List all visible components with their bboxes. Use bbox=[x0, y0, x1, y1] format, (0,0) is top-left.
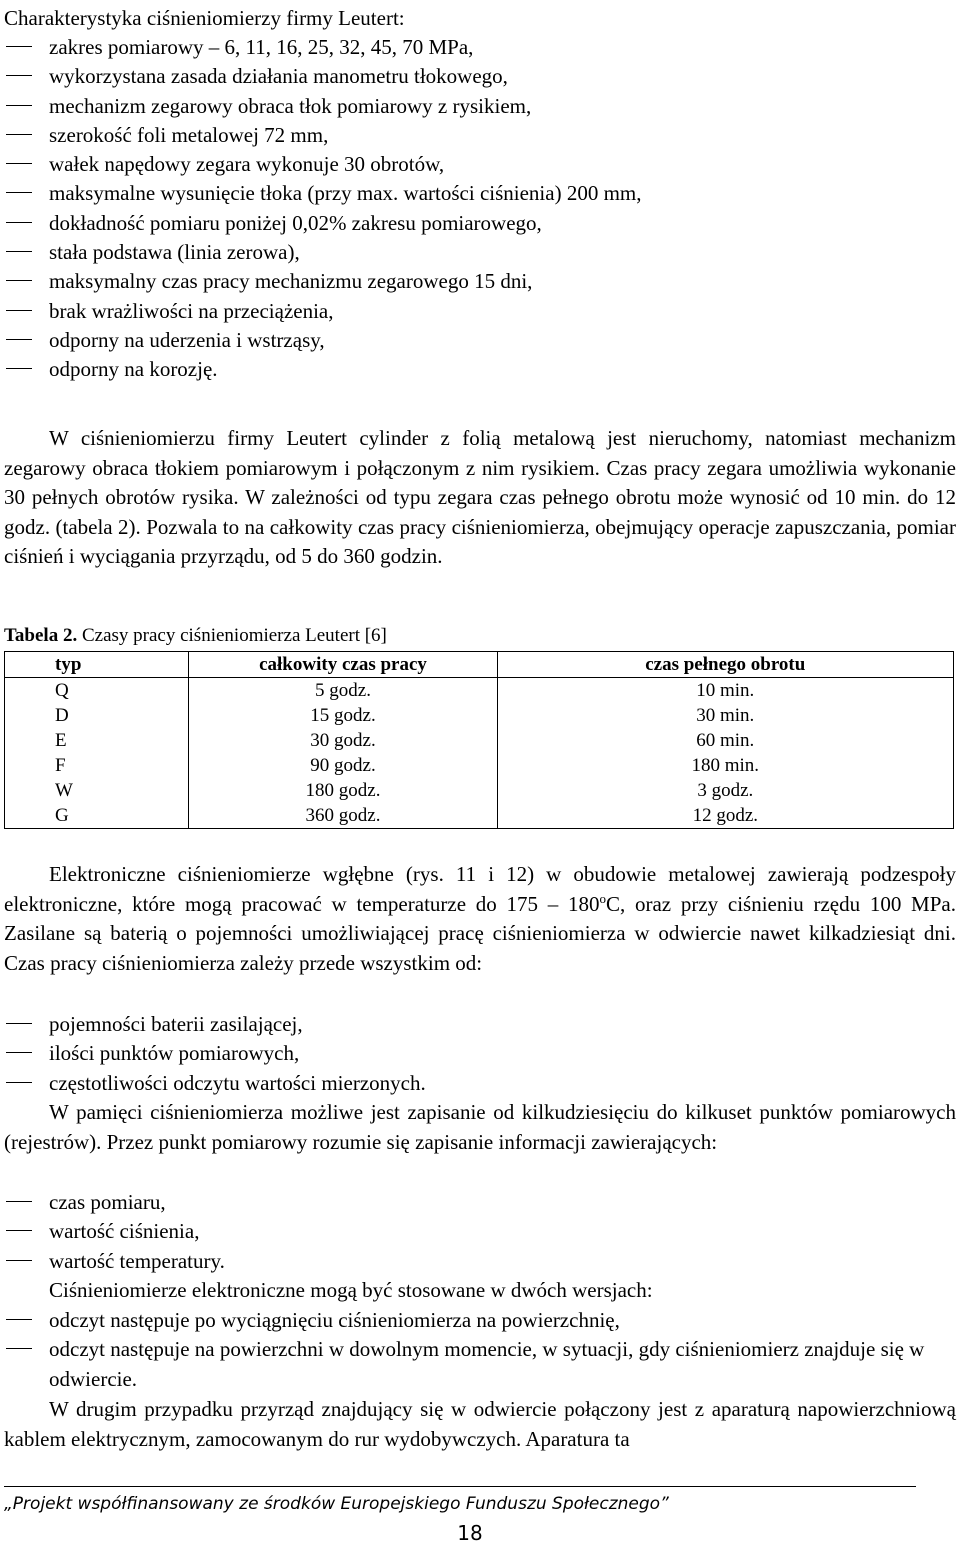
list-item: wałek napędowy zegara wykonuje 30 obrotów, bbox=[4, 150, 956, 179]
cell-total-time: 360 godz. bbox=[189, 803, 497, 829]
cell-total-time: 30 godz. bbox=[189, 728, 497, 753]
cell-type: W bbox=[5, 778, 189, 803]
degree-superscript: o bbox=[599, 890, 606, 906]
list-item: wykorzystana zasada działania manometru tłokowego, bbox=[4, 62, 956, 91]
table-row bbox=[5, 803, 954, 829]
table-row bbox=[5, 728, 954, 753]
cell-total-time: 180 godz. bbox=[189, 778, 497, 803]
footer-divider bbox=[4, 1486, 916, 1487]
dash-bullet bbox=[6, 1082, 32, 1083]
versions-list bbox=[4, 1306, 956, 1394]
record-content-list bbox=[4, 1188, 956, 1276]
cell-rotation-time: 10 min. bbox=[497, 678, 953, 704]
list-item: maksymalne wysunięcie tłoka (przy max. wartości ciśnienia) 200 mm, bbox=[4, 179, 956, 208]
dash-bullet bbox=[6, 163, 32, 164]
cell-total-time: 90 godz. bbox=[189, 753, 497, 778]
cell-total-time: 15 godz. bbox=[189, 703, 497, 728]
table-caption bbox=[4, 624, 387, 648]
battery-factors-list bbox=[4, 1010, 956, 1098]
dash-bullet bbox=[6, 1230, 32, 1231]
header-total-time: całkowity czas pracy bbox=[189, 652, 497, 678]
table-row bbox=[5, 678, 954, 704]
list-item: odporny na korozję. bbox=[4, 355, 956, 384]
dash-bullet bbox=[6, 46, 32, 47]
dash-bullet bbox=[6, 1023, 32, 1024]
list-item: ilości punktów pomiarowych, bbox=[4, 1039, 956, 1068]
cell-rotation-time: 3 godz. bbox=[497, 778, 953, 803]
dash-bullet bbox=[6, 192, 32, 193]
footer-text: „Projekt współfinansowany ze środków Europejskiego Funduszu Społecznego” bbox=[4, 1494, 669, 1514]
cell-total-time: 5 godz. bbox=[189, 678, 497, 704]
paragraph-memory: W pamięci ciśnieniomierza możliwe jest zapisanie od kilkudziesięciu do kilkuset punktów pomiarowych (rejestrów). Przez punkt pomiarowy rozumie się zapisanie informacji zawierających: bbox=[4, 1100, 956, 1154]
cell-type: Q bbox=[5, 678, 189, 704]
page-number: 18 bbox=[457, 1521, 483, 1545]
cell-rotation-time: 12 godz. bbox=[497, 803, 953, 829]
cell-type: F bbox=[5, 753, 189, 778]
list-item: odporny na uderzenia i wstrząsy, bbox=[4, 326, 956, 355]
list-item: dokładność pomiaru poniżej 0,02% zakresu pomiarowego, bbox=[4, 209, 956, 238]
list-item: odczyt następuje na powierzchni w dowolnym momencie, w sytuacji, gdy ciśnieniomierz znajduje się w odwiercie. bbox=[4, 1335, 956, 1394]
table-row bbox=[5, 703, 954, 728]
header-rotation-time: czas pełnego obrotu bbox=[497, 652, 953, 678]
dash-bullet bbox=[6, 134, 32, 135]
dash-bullet bbox=[6, 105, 32, 106]
list-item: pojemności baterii zasilającej, bbox=[4, 1010, 956, 1039]
dash-bullet bbox=[6, 1201, 32, 1202]
characteristics-list bbox=[4, 33, 956, 385]
dash-bullet bbox=[6, 339, 32, 340]
cell-rotation-time: 180 min. bbox=[497, 753, 953, 778]
dash-bullet bbox=[6, 1260, 32, 1261]
list-item: wartość temperatury. bbox=[4, 1247, 956, 1276]
section-heading: Charakterystyka ciśnieniomierzy firmy Leutert: bbox=[4, 6, 405, 30]
dash-bullet bbox=[6, 368, 32, 369]
dash-bullet bbox=[6, 251, 32, 252]
table-caption-text: Czasy pracy ciśnieniomierza Leutert [6] bbox=[77, 625, 387, 646]
list-item: brak wrażliwości na przeciążenia, bbox=[4, 297, 956, 326]
list-item: wartość ciśnienia, bbox=[4, 1217, 956, 1246]
dash-bullet bbox=[6, 310, 32, 311]
cell-rotation-time: 60 min. bbox=[497, 728, 953, 753]
table-caption-label: Tabela 2. bbox=[4, 625, 78, 646]
paragraph-second-case: W drugim przypadku przyrząd znajdujący się w odwiercie połączony jest z aparaturą napowierzchniową kablem elektrycznym, zamocowanym do rur wydobywczych. Aparatura ta bbox=[4, 1397, 956, 1451]
list-item: częstotliwości odczytu wartości mierzonych. bbox=[4, 1069, 956, 1098]
dash-bullet bbox=[6, 1348, 32, 1349]
table-row bbox=[5, 753, 954, 778]
dash-bullet bbox=[6, 222, 32, 223]
paragraph-leutert: W ciśnieniomierzu firmy Leutert cylinder z folią metalową jest nieruchomy, natomiast mechanizm zegarowy obraca tłokiem pomiarowym i połączonym z nim rysikiem. Czas pracy zegara umożliwia wykonanie 30 pełnych obrotów rysika. W zależności od typu zegara czas pełnego obrotu może wynosić od 10 min. do 12 godz. (tabela 2). Pozwala to na całkowity czas pracy ciśnieniomierza, obejmujący operacje zapuszczania, pomiar ciśnień i wyciągania przyrządu, od 5 do 360 godzin. bbox=[4, 426, 956, 568]
list-item: mechanizm zegarowy obraca tłok pomiarowy z rysikiem, bbox=[4, 92, 956, 121]
list-item: czas pomiaru, bbox=[4, 1188, 956, 1217]
work-time-table bbox=[4, 651, 954, 829]
paragraph-electronic: Elektroniczne ciśnieniomierze wgłębne (rys. 11 i 12) w obudowie metalowej zawierają podzespoły elektroniczne, które mogą pracować w temperaturze do 175 – 180$^o$C, oraz przy ciśnieniu rzędu 100 MPa. Zasilane są baterią o pojemności umożliwiającej pracę ciśnieniomierza w odwiercie nawet kilkadziesiąt dni. Czas pracy ciśnieniomierza zależy przede wszystkim od: bbox=[4, 862, 956, 975]
dash-bullet bbox=[6, 75, 32, 76]
dash-bullet bbox=[6, 280, 32, 281]
table-header-row bbox=[5, 652, 954, 678]
table-row bbox=[5, 778, 954, 803]
cell-type: E bbox=[5, 728, 189, 753]
header-type: typ bbox=[5, 652, 189, 678]
list-item: stała podstawa (linia zerowa), bbox=[4, 238, 956, 267]
list-item: szerokość foli metalowej 72 mm, bbox=[4, 121, 956, 150]
cell-rotation-time: 30 min. bbox=[497, 703, 953, 728]
list-item: maksymalny czas pracy mechanizmu zegarowego 15 dni, bbox=[4, 267, 956, 296]
list-item: odczyt następuje po wyciągnięciu ciśnieniomierza na powierzchnię, bbox=[4, 1306, 956, 1335]
paragraph-versions: Ciśnieniomierze elektroniczne mogą być stosowane w dwóch wersjach: bbox=[49, 1278, 653, 1302]
dash-bullet bbox=[6, 1052, 32, 1053]
list-item: zakres pomiarowy – 6, 11, 16, 25, 32, 45, 70 MPa, bbox=[4, 33, 956, 62]
cell-type: G bbox=[5, 803, 189, 829]
cell-type: D bbox=[5, 703, 189, 728]
dash-bullet bbox=[6, 1319, 32, 1320]
